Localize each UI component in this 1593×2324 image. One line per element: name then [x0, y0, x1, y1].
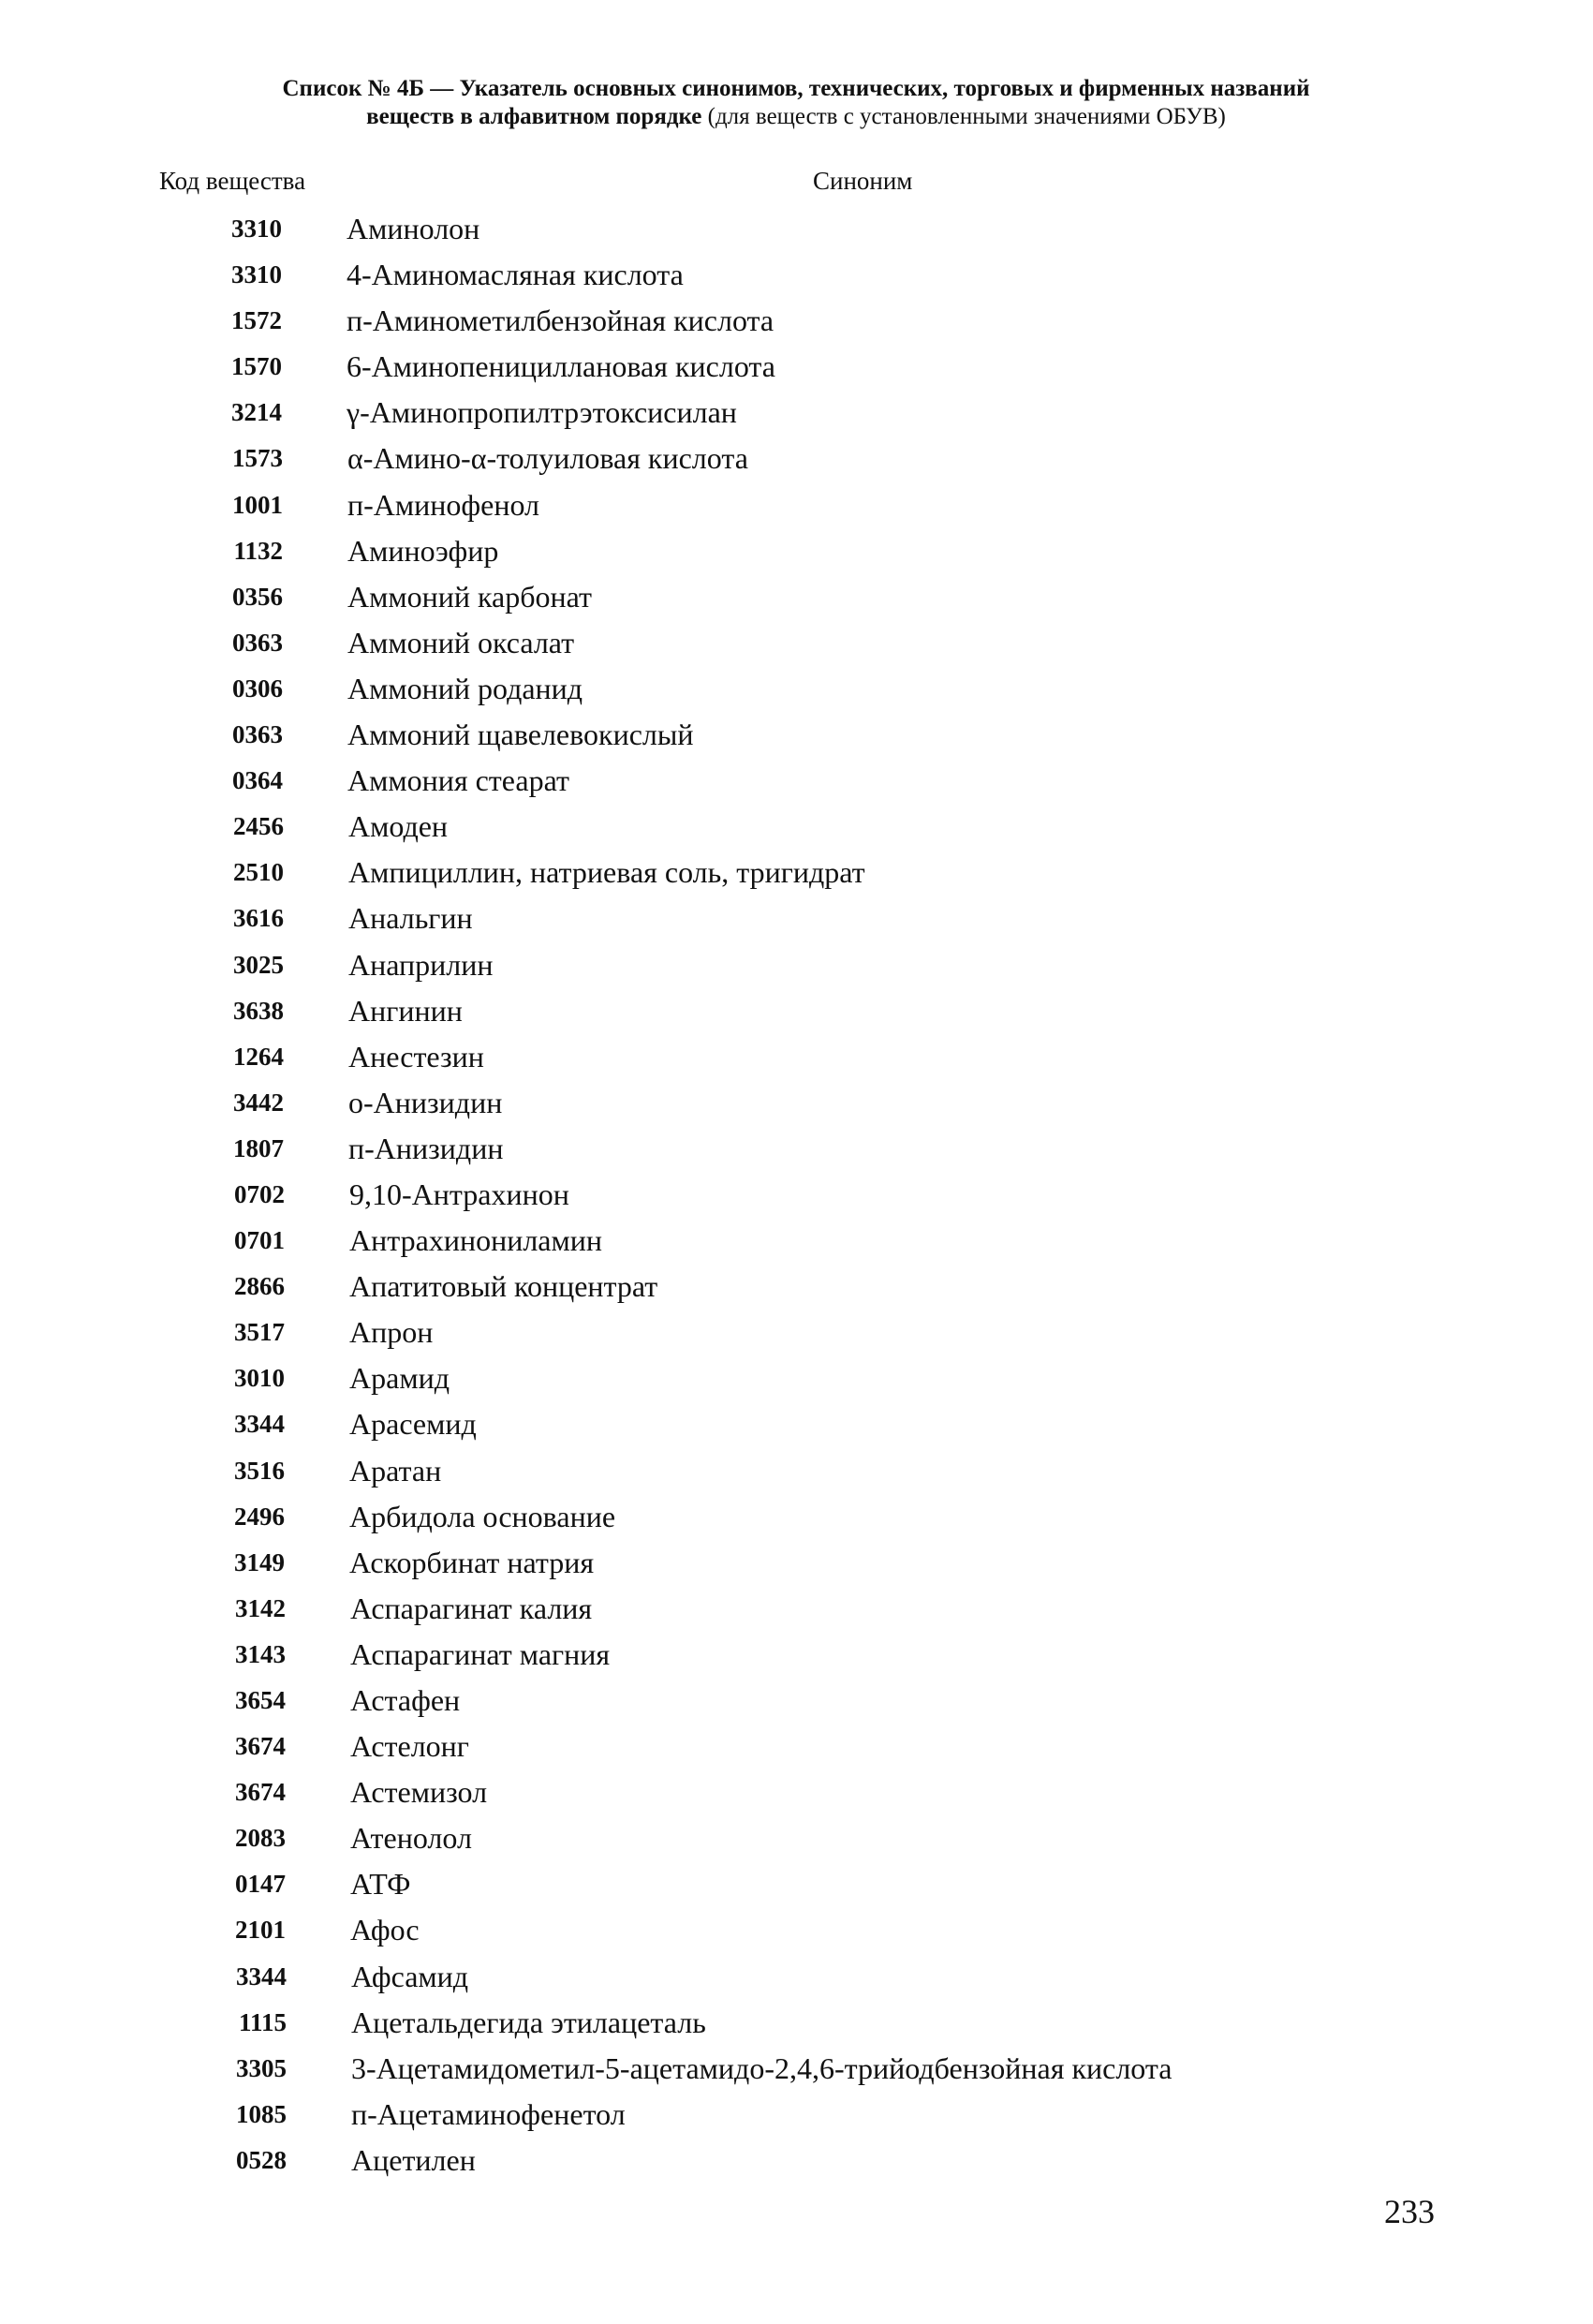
synonym-name: Аминоэфир — [347, 533, 499, 568]
substance-code: 3142 — [235, 1593, 286, 1622]
substance-code: 0364 — [232, 766, 283, 795]
table-row — [0, 1861, 1593, 1907]
substance-code: 1264 — [233, 1042, 284, 1071]
substance-code: 3674 — [235, 1732, 286, 1761]
table-row — [0, 1678, 1593, 1724]
substance-code: 3654 — [235, 1686, 286, 1714]
synonym-name: Ампициллин, натриевая соль, тригидрат — [348, 855, 865, 890]
table-row — [0, 1954, 1593, 2000]
table-row — [0, 988, 1593, 1034]
header-subtitle — [112, 103, 1480, 131]
substance-code: 3344 — [236, 1961, 287, 1991]
table-row — [0, 1724, 1593, 1769]
table-row — [0, 758, 1593, 804]
synonym-name: Арбидола основание — [349, 1499, 616, 1533]
substance-code: 3674 — [235, 1778, 286, 1807]
substance-code: 1132 — [233, 536, 283, 565]
table-row — [0, 666, 1593, 712]
substance-code: 3305 — [236, 2053, 287, 2082]
synonym-name: 4-Аминомасляная кислота — [347, 258, 684, 292]
table-row — [0, 2000, 1593, 2046]
substance-code: 1572 — [231, 306, 282, 335]
header-subtitle-regular: (для веществ с установленными значениями ОБУВ) — [701, 104, 1226, 129]
table-row — [0, 390, 1593, 436]
table-row — [0, 574, 1593, 620]
synonym-name: α-Амино-α-толуиловая кислота — [347, 441, 748, 476]
synonym-table — [0, 206, 1593, 2183]
table-row — [0, 2138, 1593, 2183]
substance-code: 1085 — [236, 2099, 287, 2128]
synonym-name: Афсамид — [351, 1959, 469, 1993]
table-row — [0, 2046, 1593, 2092]
header-subtitle-bold: веществ в алфавитном порядке — [366, 104, 702, 129]
substance-code: 0363 — [232, 628, 283, 657]
table-row — [0, 1034, 1593, 1080]
substance-code: 3638 — [233, 996, 284, 1025]
substance-code: 3517 — [234, 1318, 285, 1347]
substance-code: 3214 — [231, 398, 282, 427]
table-row — [0, 1080, 1593, 1126]
table-row — [0, 482, 1593, 528]
substance-code: 0147 — [235, 1870, 286, 1899]
substance-code: 1001 — [232, 490, 283, 519]
synonym-name: Аратан — [349, 1453, 442, 1488]
substance-code: 1115 — [238, 2007, 287, 2036]
synonym-name: Аскорбинат натрия — [349, 1545, 595, 1579]
synonym-name: Аспарагинат калия — [350, 1591, 593, 1625]
header-title-text: Список № 4Б — Указатель основных синонимов, технических, торговых и фирменных названий — [282, 76, 1310, 101]
synonym-name: п-Аминофенол — [347, 487, 539, 522]
table-row — [0, 1172, 1593, 1218]
synonym-name: Аспарагинат магния — [350, 1636, 611, 1671]
synonym-name: 3-Ацетамидометил-5-ацетамидо-2,4,6-трийодбензойная кислота — [351, 2050, 1173, 2085]
synonym-name: Апрон — [349, 1315, 434, 1350]
substance-code: 1573 — [232, 444, 283, 473]
synonym-name: Аммоний оксалат — [347, 625, 575, 659]
column-header-code: Код вещества — [159, 167, 306, 195]
substance-code: 3010 — [234, 1364, 285, 1393]
synonym-name: Арасемид — [349, 1407, 477, 1442]
synonym-name: о-Анизидин — [348, 1085, 503, 1119]
substance-code: 2866 — [234, 1272, 285, 1301]
substance-code: 0356 — [232, 582, 283, 611]
table-row — [0, 436, 1593, 481]
header-title — [112, 75, 1480, 103]
substance-code: 3616 — [233, 904, 284, 933]
substance-code: 2456 — [233, 812, 284, 841]
synonym-name: Анестезин — [348, 1039, 484, 1073]
substance-code: 3344 — [234, 1410, 285, 1439]
synonym-name: Апатитовый концентрат — [349, 1269, 658, 1304]
synonym-name: Ангинин — [348, 993, 463, 1028]
substance-code: 0702 — [234, 1179, 285, 1208]
synonym-name: п-Анизидин — [348, 1131, 504, 1165]
table-row — [0, 1494, 1593, 1540]
table-row — [0, 1632, 1593, 1678]
synonym-name: Антрахинониламин — [349, 1223, 602, 1258]
synonym-name: Аммоний щавелевокислый — [347, 718, 694, 752]
table-row — [0, 1355, 1593, 1401]
substance-code: 0363 — [232, 720, 283, 749]
table-row — [0, 942, 1593, 988]
synonym-name: Астемизол — [350, 1775, 488, 1810]
table-row — [0, 2092, 1593, 2138]
table-row — [0, 1218, 1593, 1264]
table-row — [0, 1448, 1593, 1494]
page-header — [112, 75, 1480, 131]
synonym-name: Астелонг — [350, 1729, 469, 1764]
substance-code: 2101 — [235, 1916, 286, 1945]
synonym-name: Анальгин — [348, 901, 473, 936]
table-row — [0, 252, 1593, 298]
column-header-synonym: Синоним — [813, 167, 913, 195]
substance-code: 3310 — [231, 215, 282, 243]
synonym-name: Аммония стеарат — [347, 763, 569, 798]
synonym-name: 9,10-Антрахинон — [349, 1177, 569, 1211]
synonym-name: Афос — [350, 1913, 420, 1947]
synonym-name: Аммоний карбонат — [347, 579, 593, 614]
synonym-name: Арамид — [349, 1361, 450, 1396]
substance-code: 1570 — [231, 352, 282, 381]
table-row — [0, 528, 1593, 574]
table-row — [0, 206, 1593, 252]
substance-code: 3516 — [234, 1456, 285, 1485]
synonym-name: Астафен — [350, 1683, 461, 1717]
synonym-name: п-Аминометилбензойная кислота — [347, 303, 774, 338]
table-row — [0, 1769, 1593, 1815]
synonym-name: 6-Аминопенициллановая кислота — [347, 349, 775, 384]
table-row — [0, 1401, 1593, 1447]
substance-code: 3149 — [234, 1547, 285, 1576]
synonym-name: п-Ацетаминофенетол — [351, 2096, 626, 2131]
synonym-name: γ-Аминопропилтрэтоксисилан — [347, 395, 737, 430]
synonym-name: Атенолол — [350, 1821, 472, 1856]
table-row — [0, 1586, 1593, 1632]
table-row — [0, 850, 1593, 896]
substance-code: 2496 — [234, 1502, 285, 1531]
table-row — [0, 804, 1593, 850]
substance-code: 2510 — [233, 858, 284, 887]
table-row — [0, 1264, 1593, 1310]
substance-code: 3310 — [231, 260, 282, 289]
synonym-name: Ацетальдегида этилацеталь — [351, 2005, 706, 2039]
table-row — [0, 344, 1593, 390]
table-row — [0, 1126, 1593, 1172]
substance-code: 3143 — [235, 1639, 286, 1668]
synonym-name: Амоден — [348, 809, 449, 844]
table-row — [0, 1540, 1593, 1586]
table-row — [0, 1907, 1593, 1953]
substance-code: 0306 — [232, 674, 283, 703]
substance-code: 2083 — [235, 1824, 286, 1853]
substance-code: 3442 — [233, 1088, 284, 1117]
table-row — [0, 712, 1593, 758]
synonym-name: Аммоний роданид — [347, 671, 583, 705]
page-number: 233 — [1384, 2193, 1435, 2230]
table-row — [0, 896, 1593, 941]
substance-code: 0701 — [234, 1226, 285, 1255]
synonym-name: АТФ — [350, 1867, 411, 1902]
table-row — [0, 298, 1593, 344]
substance-code: 3025 — [233, 950, 284, 979]
table-row — [0, 1815, 1593, 1861]
substance-code: 0528 — [236, 2145, 287, 2174]
table-row — [0, 1310, 1593, 1355]
table-row — [0, 620, 1593, 666]
synonym-name: Аминолон — [347, 212, 480, 245]
substance-code: 1807 — [233, 1133, 284, 1162]
synonym-name: Ацетилен — [351, 2142, 476, 2177]
synonym-name: Анаприлин — [348, 947, 494, 982]
